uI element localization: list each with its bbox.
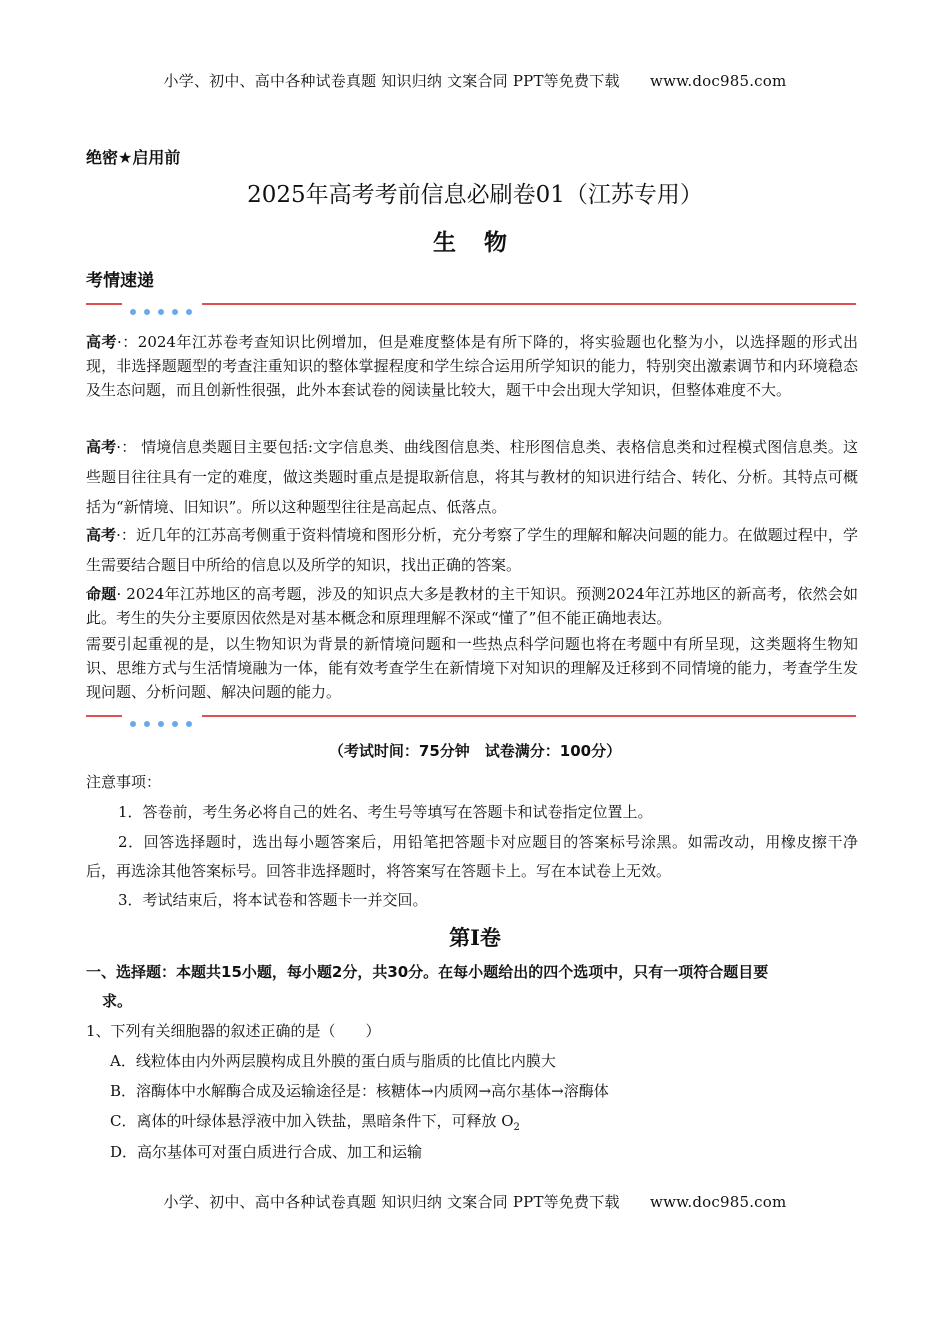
paragraph-text: 近几年的江苏高考侧重于资料情境和图形分析，充分考察了学生的理解和解决问题的能力。在做题过程中，学生需要结合题目中所给的信息以及所学的知识，找出正确的答案。 (86, 526, 858, 574)
paragraph-text: 情境信息类题目主要包括:文字信息类、曲线图信息类、柱形图信息类、表格信息类和过程模式图信息类。这些题目往往具有一定的难度，做这类题时重点是提取新信息，将其与教材的知识进行结合、转化、分析。其特点可概括为“新情境、旧知识”。所以这种题型往往是高起点、低落点。 (86, 438, 858, 516)
option-c-text: C．离体的叶绿体悬浮液中加入铁盐，黑暗条件下，可释放 O (110, 1112, 514, 1130)
part-title: 第Ⅰ卷 (449, 925, 501, 950)
choice-section-line-1: 一、选择题：本题共15小题，每小题2分，共30分。在每小题给出的四个选项中，只有一项符合题目要 (86, 963, 769, 981)
section-heading: 考情速递 (86, 271, 154, 291)
choice-section-heading (86, 958, 858, 1016)
paragraph-label: 高考 (86, 438, 117, 456)
analysis-paragraph-4 (86, 582, 858, 630)
exam-time-info: （考试时间：75分钟 试卷满分：100分） (328, 742, 622, 760)
page-footer-banner: 小学、初中、高中各种试卷真题 知识归纳 文案合同 PPT等免费下载 www.doc985.com (163, 1193, 787, 1211)
analysis-paragraph-2 (86, 432, 858, 522)
subject-title: 生 物 (432, 229, 517, 256)
divider-bottom (86, 711, 856, 721)
paragraph-label: 命题 (86, 585, 117, 603)
analysis-paragraph-1 (86, 330, 858, 402)
paragraph-separator: ·： (116, 438, 137, 456)
question-1-option-c (110, 1110, 520, 1133)
note-item-3: 3．考试结束后，将本试卷和答题卡一并交回。 (118, 891, 428, 909)
exam-title: 2025年高考考前信息必刷卷01（江苏专用） (247, 182, 703, 208)
paragraph-label: 高考 (86, 526, 117, 544)
paragraph-text: 2024年江苏卷考查知识比例增加，但是难度整体是有所下降的，将实验题也化整为小，以选择题的形式出现，非选择题题型的考查注重知识的整体掌握程度和学生综合运用所学知识的能力，特别突出激素调节和内环境稳态及生态问题，而且创新性很强，此外本套试卷的阅读量比较大，题干中会出现大学知识，但整体难度不大。 (86, 333, 858, 399)
paragraph-text: 2024年江苏地区的高考题，涉及的知识点大多是教材的主干知识。预测2024年江苏地区的新高考，依然会如此。考生的失分主要原因依然是对基本概念和原理理解不深或“懂了”但不能正确地表达。 (86, 585, 858, 627)
note-item-1: 1．答卷前，考生务必将自己的姓名、考生号等填写在答题卡和试卷指定位置上。 (118, 803, 653, 821)
question-1-option-d: D．高尔基体可对蛋白质进行合成、加工和运输 (110, 1143, 423, 1161)
choice-section-line-2: 求。 (102, 992, 133, 1010)
confidential-label: 绝密★启用前 (86, 148, 181, 167)
paragraph-separator: ·： (116, 526, 136, 544)
paragraph-separator: ·： (117, 333, 138, 351)
paragraph-label: 高考 (86, 333, 118, 351)
note-item-2: 2．回答选择题时，选出每小题答案后，用铅笔把答题卡对应题目的答案标号涂黑。如需改动，用橡皮擦干净后，再选涂其他答案标号。回答非选择题时，将答案写在答题卡上。写在本试卷上无效。 (86, 833, 858, 880)
page-header-banner: 小学、初中、高中各种试卷真题 知识归纳 文案合同 PPT等免费下载 www.doc985.com (163, 72, 787, 90)
analysis-paragraph-3 (86, 520, 858, 580)
question-1-option-a: A．线粒体由内外两层膜构成且外膜的蛋白质与脂质的比值比内膜大 (110, 1052, 556, 1070)
analysis-closing-paragraph: 需要引起重视的是，以生物知识为背景的新情境问题和一些热点科学问题也将在考题中有所呈现，这类题将生物知识、思维方式与生活情境融为一体，能有效考查学生在新情境下对知识的理解及迁移到不同情境的能力，考查学生发现问题、分析问题、解决问题的能力。 (86, 635, 858, 701)
paragraph-separator: · (116, 585, 122, 603)
question-1-stem: 1、下列有关细胞器的叙述正确的是（ ） (86, 1022, 381, 1040)
option-c-subscript: 2 (513, 1122, 520, 1133)
question-1-option-b: B．溶酶体中水解酶合成及运输途径是：核糖体→内质网→高尔基体→溶酶体 (110, 1082, 609, 1100)
divider-top (86, 299, 856, 309)
notes-heading: 注意事项： (86, 773, 162, 791)
